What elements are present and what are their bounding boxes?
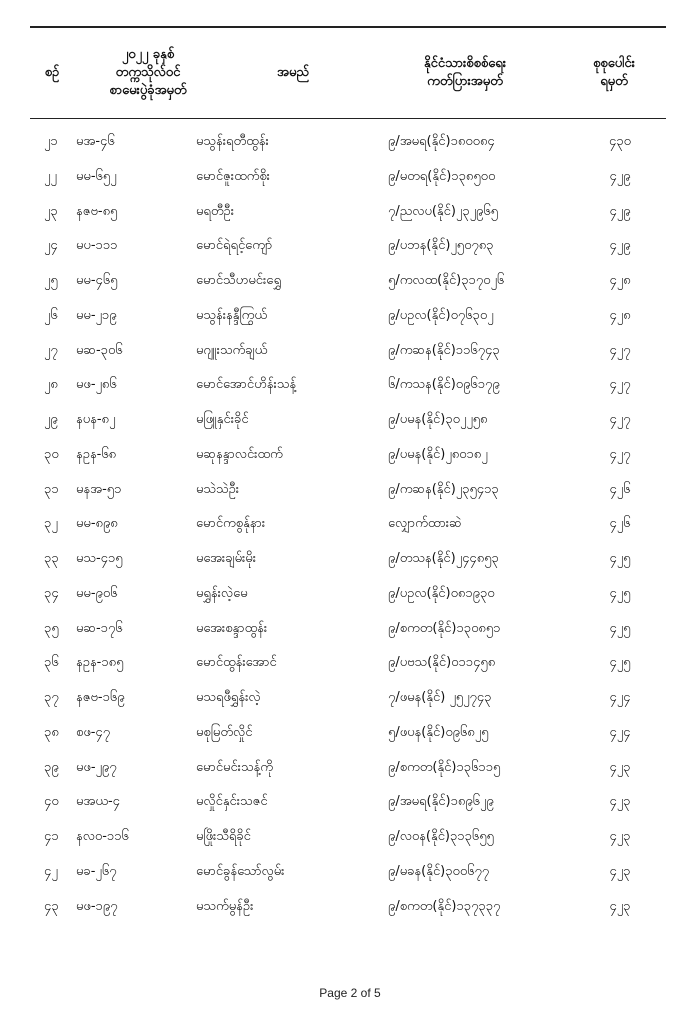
roll-no: စဖ-၄၇ [76, 724, 111, 740]
serial-no: ၂၅ [44, 273, 58, 288]
roll-no: နဥန-၆၈ [76, 446, 117, 462]
total-score: ၄၂၉ [609, 203, 631, 219]
serial-no: ၃၈ [44, 724, 59, 740]
table-row [30, 619, 666, 654]
student-name: မရွှန်းလဲ့မေ [196, 585, 248, 601]
student-name: မောင်ကစွန်ုနား [196, 516, 266, 532]
table-row [30, 445, 666, 480]
nrc-no: ၉/အမရ(နိုင်)၁၈၀၀၈၄ [388, 134, 495, 149]
roll-no: နဇဗ-၁၆၉ [76, 690, 125, 705]
roll-no: မခ-၂၆၇ [76, 863, 117, 879]
page-number: Page 2 of 5 [319, 986, 381, 1000]
nrc-no: လျှောက်ထားဆဲ [388, 516, 462, 532]
total-score: ၄၂၇ [609, 446, 631, 462]
roll-no: မအ-၄၆ [76, 134, 115, 149]
table-row [30, 862, 666, 897]
serial-no: ၃၀ [44, 446, 59, 462]
table-row [30, 897, 666, 932]
table-row [30, 514, 666, 549]
student-name: မဖြိုးသီရိခိုင် [196, 829, 251, 844]
roll-no: မဆ-၁၇၆ [76, 620, 123, 636]
roll-no: မဆ-၃၀၆ [76, 342, 123, 358]
serial-no: ၃၂ [44, 516, 58, 532]
serial-no: ၂၈ [44, 377, 58, 393]
nrc-no: ၉/အမရ(နိုင်)၁၈၉၆၂၉ [388, 794, 494, 810]
serial-no: ၂၆ [44, 307, 58, 323]
table-row [30, 653, 666, 688]
table-row [30, 271, 666, 306]
header-name: အမည် [277, 65, 309, 80]
roll-no: နပန-၈၂ [76, 412, 116, 427]
total-score: ၄၂၅ [609, 585, 631, 601]
serial-no: ၂၁ [44, 134, 58, 149]
total-score: ၄၂၆ [609, 516, 631, 532]
table-row [30, 480, 666, 515]
total-score: ၄၂၅ [609, 655, 631, 671]
student-name: မသွန်းနန္ဒီကြွယ် [196, 307, 267, 323]
total-score: ၄၂၆ [609, 481, 631, 497]
nrc-no: ၉/စကတ(နိုင်)၁၃၆၁၁၅ [388, 759, 501, 775]
nrc-no: ၉/ပဥလ(နိုင်)၀၇၆၃၀၂ [388, 307, 494, 323]
header-serial-no: စဉ် [44, 65, 60, 80]
student-name: မအေးချမ်းမိုး [196, 551, 257, 566]
serial-no: ၃၄ [44, 585, 59, 601]
table-row [30, 723, 666, 758]
student-name: မောင်ခွန်သော်လွမ်း [196, 863, 285, 879]
student-name: မသဲသဲဦး [196, 481, 240, 497]
serial-no: ၄၃ [44, 898, 59, 914]
serial-no: ၃၆ [44, 655, 59, 671]
serial-no: ၃၅ [44, 620, 59, 636]
nrc-no: ၉/စကတ(နိုင်)၁၃၇၃၃၇ [388, 898, 501, 914]
nrc-no: ၉/စကတ(နိုင်)၁၃၀၈၅၁ [388, 620, 501, 636]
roll-no: မဖ-၂၉၇ [76, 759, 117, 775]
roll-no: နဇဗ-၈၅ [76, 203, 118, 219]
nrc-no: ၅/ဖပန(နိုင်)၀၉၆၈၂၅ [388, 724, 489, 740]
student-name: မဖြူနှင်းခိုင် [196, 412, 249, 427]
roll-no: မမ-၈၉၈ [76, 516, 118, 532]
table-row [30, 167, 666, 202]
student-name: မောင်အောင်ဟိန်းသန့် [196, 377, 297, 393]
total-score: ၄၂၃ [609, 759, 631, 775]
total-score: ၄၃၀ [609, 134, 631, 149]
roll-no: မဖ-၂၈၆ [76, 377, 117, 393]
table-row [30, 236, 666, 271]
nrc-no: ၉/ကဆန(နိုင်)၁၁၆၇၄၃ [388, 342, 500, 358]
header-nrc: နိုင်ငံသားစိစစ်ရေး ကတ်ပြားအမှတ် [423, 56, 507, 89]
total-score: ၄၂၃ [609, 794, 631, 810]
total-score: ၄၂၄ [609, 690, 631, 705]
total-score: ၄၂၃ [609, 898, 631, 914]
table-row [30, 549, 666, 584]
total-score: ၄၂၇ [609, 377, 631, 393]
student-name: မသက်မွန်ဦး [196, 898, 254, 914]
serial-no: ၂၄ [44, 238, 58, 254]
roll-no: နလဝ-၁၁၆ [76, 829, 129, 844]
student-name: မဆုနန္ဒာလင်းထက် [196, 446, 283, 462]
student-name: မောင်ရဲရင့်ကျော် [196, 238, 273, 254]
total-score: ၄၂၄ [609, 724, 631, 740]
table-top-rule [30, 26, 666, 28]
total-score: ၄၂၉ [609, 168, 631, 184]
nrc-no: ၉/ပဥလ(နိုင်)၀၈၁၉၃၀ [388, 585, 495, 601]
total-score: ၄၂၅ [609, 551, 631, 566]
student-name: မသရဖီရွှန်းလဲ့ [196, 690, 261, 705]
student-name: မောင်ထွန်းအောင် [196, 655, 277, 671]
student-name: မသွန်းရတီထွန်း [196, 134, 269, 149]
table-header-rule [30, 118, 666, 119]
student-name: မစုမြတ်လှိုင် [196, 724, 253, 740]
roll-no: မနအ-၅၁ [76, 481, 122, 497]
total-score: ၄၂၃ [609, 863, 631, 879]
table-row [30, 375, 666, 410]
student-name: မောင်သီဟမင်းရွှေ [196, 273, 282, 288]
serial-no: ၃၉ [44, 759, 59, 775]
roll-no: မမ-၂၁၉ [76, 307, 117, 323]
serial-no: ၃၁ [44, 481, 59, 497]
nrc-no: ၉/မတရ(နိုင်)၁၃၈၅၀၀ [388, 168, 496, 184]
total-score: ၄၂၇ [609, 412, 631, 427]
roll-no: မအယ-၄ [76, 794, 120, 810]
total-score: ၄၂၉ [609, 238, 631, 254]
serial-no: ၄၁ [44, 829, 59, 844]
serial-no: ၃၇ [44, 690, 59, 705]
total-score: ၄၂၈ [609, 273, 631, 288]
roll-no: မသ-၄၁၅ [76, 551, 123, 566]
student-name: မရတီဦး [196, 203, 235, 219]
roll-no: မဖ-၁၉၇ [76, 898, 118, 914]
student-name: မအေးစန္ဒာထွန်း [196, 620, 268, 636]
nrc-no: ၉/ပမန(နိုင်)၂၈၀၁၈၂ [388, 446, 488, 462]
nrc-no: ၉/တသန(နိုင်)၂၄၄၈၅၃ [388, 551, 499, 566]
nrc-no: ၆/ကသန(နိုင်)၀၉၆၁၇၉ [388, 377, 500, 393]
student-name: မလှိုင်နှင်းသဇင် [196, 794, 268, 810]
serial-no: ၂၉ [44, 412, 58, 427]
roll-no: မပ-၁၁၁ [76, 238, 118, 254]
table-header [30, 30, 666, 116]
student-name: မောင်မင်းသန့်ကို [196, 759, 273, 775]
roll-no: မမ-၆၅၂ [76, 168, 117, 184]
student-name: မောင်ဇူးထက်စိုး [196, 168, 270, 184]
roll-no: နဥန-၁၈၅ [76, 655, 124, 671]
nrc-no: ၉/လဝန(နိုင်)၃၁၃၆၅၅ [388, 829, 494, 844]
nrc-no: ၇/ညလပ(နိုင်)၂၃၂၉၆၅ [388, 203, 498, 219]
table-row [30, 410, 666, 445]
header-roll-no: ၂၀၂၂ ခုနှစ် တက္ကသိုလ်ဝင် စာမေးပွဲခုံအမှတ် [109, 47, 187, 98]
total-score: ၄၂၈ [609, 307, 631, 323]
table-row [30, 792, 666, 827]
table-row [30, 202, 666, 237]
table-row [30, 758, 666, 793]
total-score: ၄၂၅ [609, 620, 631, 636]
table-row [30, 584, 666, 619]
serial-no: ၃၃ [44, 551, 59, 566]
table-row [30, 132, 666, 167]
nrc-no: ၉/ပမန(နိုင်)၃၀၂၂၅၈ [388, 412, 488, 427]
nrc-no: ၉/ကဆန(နိုင်)၂၃၅၄၁၃ [388, 481, 499, 497]
table-row [30, 341, 666, 376]
table-row [30, 306, 666, 341]
student-name: မဂျူးသက်ချယ် [196, 342, 268, 358]
table-row [30, 827, 666, 862]
serial-no: ၄၀ [44, 794, 59, 810]
table-row [30, 688, 666, 723]
nrc-no: ၉/မခန(နိုင်)၃၀၀၆၇၇ [388, 863, 490, 879]
serial-no: ၂၇ [44, 342, 58, 358]
table-body [30, 132, 666, 931]
serial-no: ၄၂ [44, 863, 58, 879]
total-score: ၄၂၇ [609, 342, 631, 358]
total-score: ၄၂၃ [609, 829, 631, 844]
serial-no: ၂၂ [44, 168, 57, 184]
header-total-score: စုစုပေါင်း ရမှတ် [593, 56, 635, 89]
nrc-no: ၇/ဖမန(နိုင်) ၂၅၂၇၄၃ [388, 690, 492, 705]
roll-no: မမ-၄၆၅ [76, 273, 118, 288]
nrc-no: ၅/ကလထ(နိုင်)၃၁၇၀၂၆ [388, 273, 505, 288]
nrc-no: ၉/ပဘန(နိုင်)၂၅၀၇၈၃ [388, 238, 494, 254]
roll-no: မမ-၉၀၆ [76, 585, 118, 601]
nrc-no: ၉/ပဗသ(နိုင်)၀၁၁၄၅၈ [388, 655, 496, 671]
serial-no: ၂၃ [44, 203, 58, 219]
